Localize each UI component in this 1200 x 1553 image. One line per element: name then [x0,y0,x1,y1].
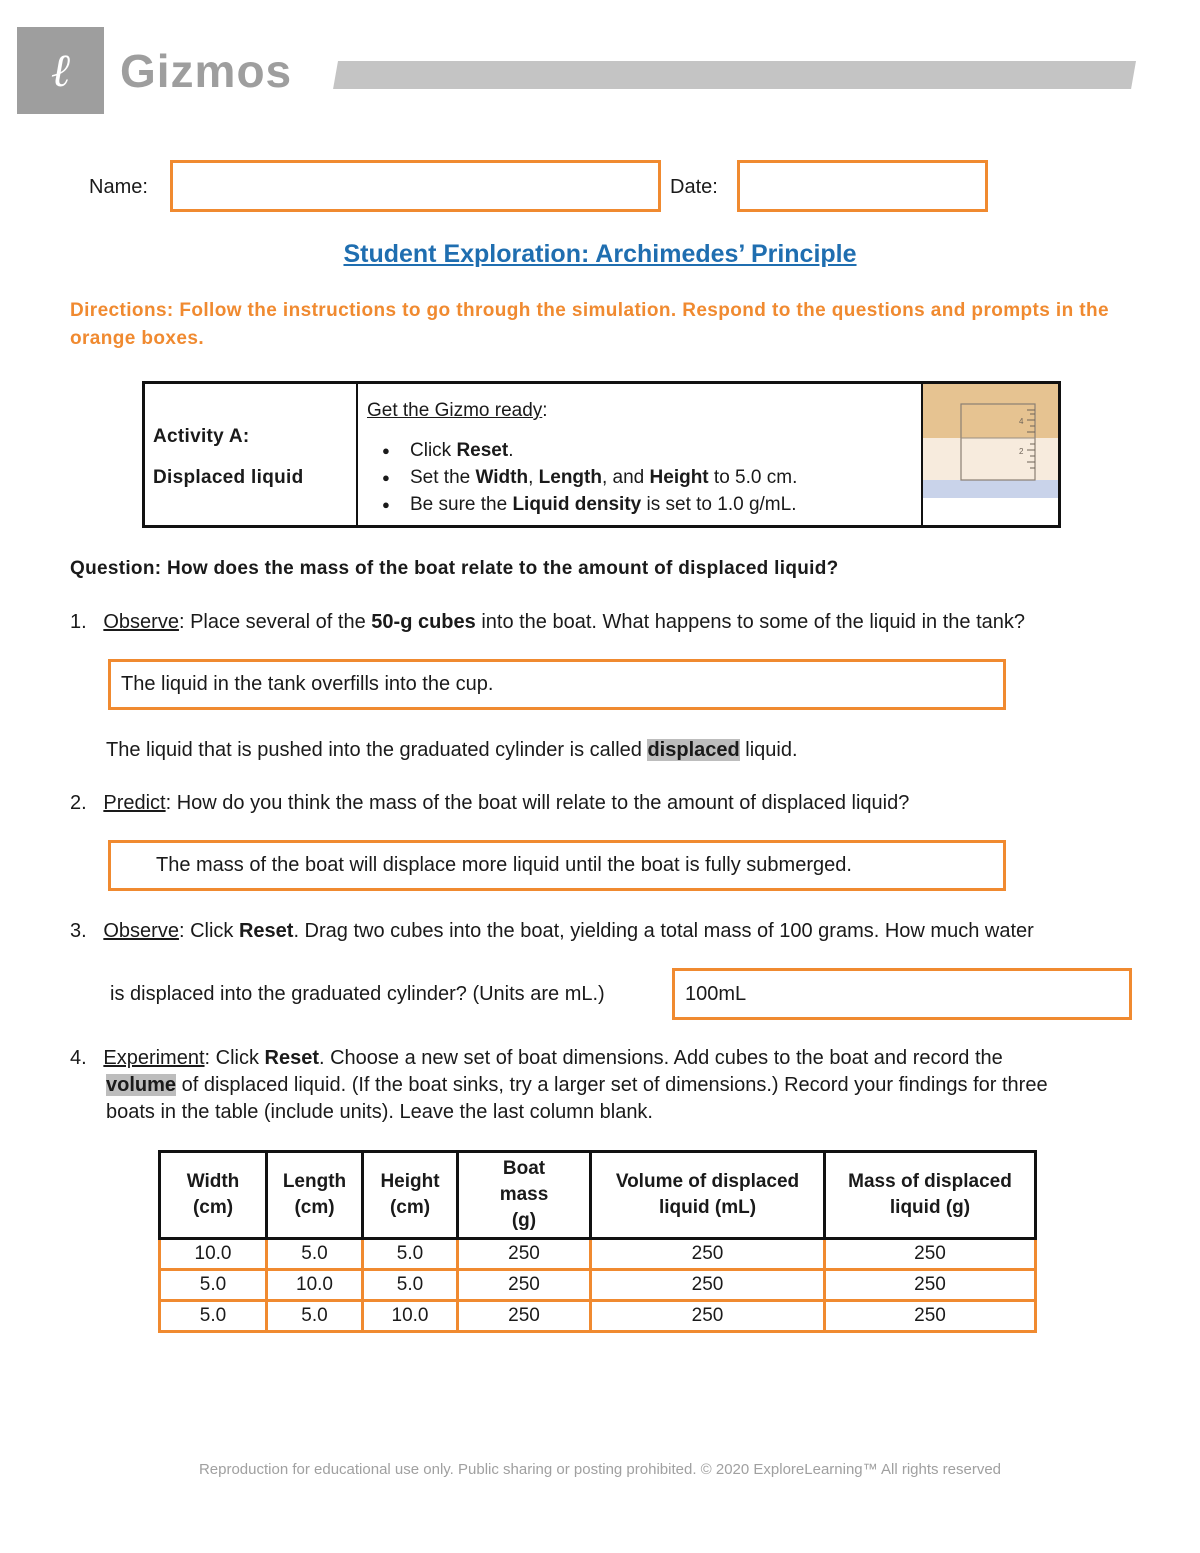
graduated-cylinder-image [923,384,1058,525]
explorelearning-logo: ℓ [17,27,104,114]
cylinder-tick-label: 4 [1019,417,1024,426]
setup-step: ● Set the Width, Length, and Height to 5.0 cm. [358,464,797,491]
date-field[interactable] [737,160,988,212]
answer-2-box[interactable]: The mass of the boat will displace more liquid until the boat is fully submerged. [108,840,1006,891]
table-cell[interactable]: 250 [591,1270,825,1301]
name-field[interactable] [170,160,661,212]
answer-3-box[interactable]: 100mL [672,968,1132,1020]
table-cell[interactable]: 5.0 [363,1239,458,1270]
cylinder-tick-label: 2 [1019,447,1024,456]
column-header-volume-displaced: Volume of displaced liquid (mL) [591,1152,825,1239]
table-cell[interactable]: 250 [458,1301,591,1332]
answer-1-box[interactable]: The liquid in the tank overfills into the cup. [108,659,1006,710]
table-row [160,1239,1036,1270]
table-cell[interactable]: 10.0 [267,1270,363,1301]
main-question: Question: How does the mass of the boat relate to the amount of displaced liquid? [70,558,839,579]
boat-data-table [158,1150,1037,1333]
setup-steps [358,437,797,518]
table-row [160,1270,1036,1301]
question-3-line2: is displaced into the graduated cylinder? (Units are mL.) [110,983,605,1005]
activity-heading-cell [145,384,358,525]
table-cell[interactable]: 5.0 [267,1239,363,1270]
directions: Directions: Follow the instructions to go through the simulation. Respond to the questions and prompts in the orange boxes. [70,300,1109,349]
activity-table [142,381,1061,528]
header-bar [333,61,1136,89]
table-cell[interactable]: 5.0 [160,1301,267,1332]
column-header-boat-mass: Boat mass (g) [458,1152,591,1239]
table-cell[interactable]: 250 [591,1301,825,1332]
column-header-mass-displaced: Mass of displaced liquid (g) [825,1152,1036,1239]
table-cell[interactable]: 5.0 [363,1270,458,1301]
question-1: 1. Observe: Place several of the 50-g cubes into the boat. What happens to some of the liquid in the tank? [70,611,1026,633]
setup-step: ● Click Reset. [358,437,797,464]
gizmo-thumbnail [923,384,1058,525]
question-2: 2. Predict: How do you think the mass of the boat will relate to the amount of displaced liquid? [70,792,910,814]
name-label: Name: [89,176,148,198]
column-header-width: Width (cm) [160,1152,267,1239]
table-cell[interactable]: 10.0 [160,1239,267,1270]
table-row [160,1301,1036,1332]
column-header-length: Length (cm) [267,1152,363,1239]
setup-step: ● Be sure the Liquid density is set to 1.0 g/mL. [358,491,797,518]
table-cell[interactable]: 5.0 [160,1270,267,1301]
question-4: 4. Experiment: Click Reset. Choose a new set of boat dimensions. Add cubes to the boat and record the volume of displaced liquid. (If the boat sinks, try a larger set of dimensions.) Record your findings for three boats in the table (include units). Leave the last column blank. [70,1047,1048,1123]
table-cell[interactable]: 250 [591,1239,825,1270]
table-cell[interactable]: 250 [825,1239,1036,1270]
footer-copyright: Reproduction for educational use only. Public sharing or posting prohibited. © 2020 ExploreLearning™ All rights reserved [198,1461,1002,1478]
question-3: 3. Observe: Click Reset. Drag two cubes into the boat, yielding a total mass of 100 grams. How much water [70,920,1034,942]
table-cell[interactable]: 250 [825,1270,1036,1301]
gizmos-brand: Gizmos [120,45,293,97]
table-cell[interactable]: 250 [458,1239,591,1270]
table-cell[interactable]: 5.0 [267,1301,363,1332]
table-cell[interactable]: 250 [825,1301,1036,1332]
column-header-height: Height (cm) [363,1152,458,1239]
activity-instructions-cell [358,384,923,525]
table-cell[interactable]: 10.0 [363,1301,458,1332]
displaced-note: The liquid that is pushed into the graduated cylinder is called displaced liquid. [106,739,798,761]
date-label: Date: [670,176,718,198]
table-cell[interactable]: 250 [458,1270,591,1301]
page-title: Student Exploration: Archimedes’ Principle [343,240,857,268]
activity-title: Activity A: [153,426,250,447]
ready-heading: Get the Gizmo ready: [367,400,548,421]
activity-subtitle: Displaced liquid [153,467,304,488]
